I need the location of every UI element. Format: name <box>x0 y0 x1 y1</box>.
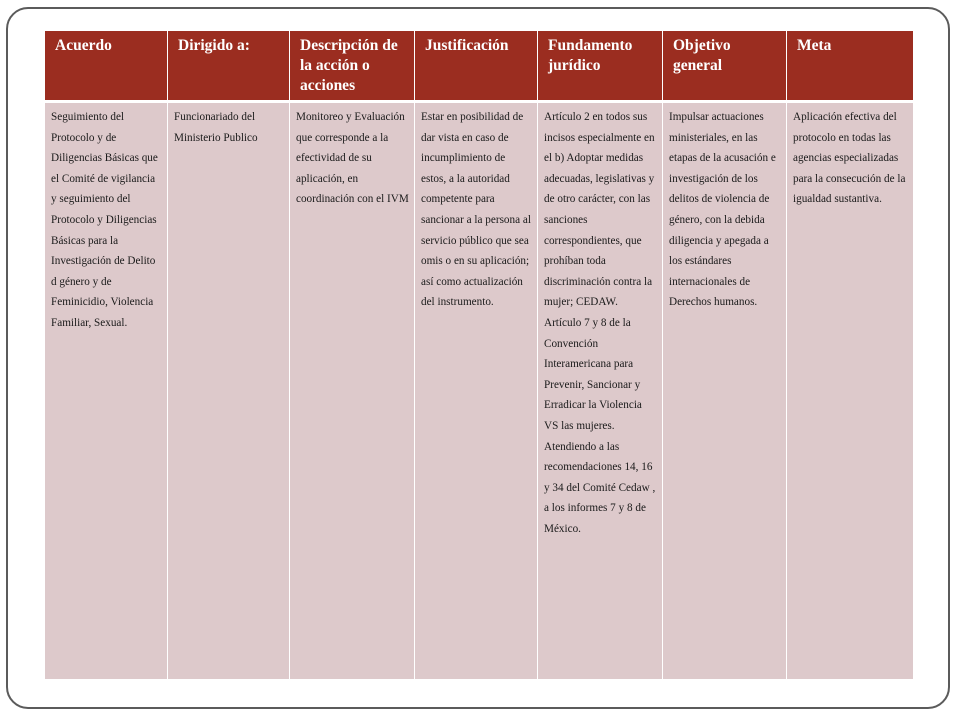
header-acuerdo: Acuerdo <box>45 31 168 102</box>
header-descripcion: Descripción de la acción o acciones <box>290 31 415 102</box>
header-dirigido: Dirigido a: <box>168 31 290 102</box>
cell-descripcion <box>290 102 415 680</box>
cell-objetivo <box>663 102 787 680</box>
cell-text: Estar en posibilidad de dar vista en caso de incumplimiento de estos, a la autoridad competente para sancionar a la persona al servicio público que sea omis o en su aplicación; así como actualización del instrumento. <box>421 111 531 309</box>
cell-text: Impulsar actuaciones ministeriales, en las etapas de la acusación e investigación de los delitos de violencia de género, con la debida diligencia y apegada a los estándares internacionales de Derechos humanos. <box>669 111 776 309</box>
cell-acuerdo <box>45 102 168 680</box>
cell-text: Funcionariado del Ministerio Publico <box>174 111 258 144</box>
cell-dirigido <box>168 102 290 680</box>
agreement-table <box>44 30 914 680</box>
cell-justificacion <box>415 102 538 680</box>
cell-text: Monitoreo y Evaluación que corresponde a la efectividad de su aplicación, en coordinación con el IVM <box>296 111 409 206</box>
header-fundamento: Fundamento jurídico <box>538 31 663 102</box>
cell-fundamento <box>538 102 663 680</box>
cell-text: Artículo 2 en todos sus incisos especialmente en el b) Adoptar medidas adecuadas, legislativas y de otro carácter, con las sanciones correspondientes, que prohíban toda discriminación contra la mujer; CEDAW. Artículo 7 y 8 de la Convención Interamericana para Prevenir, Sancionar y Erradicar la Violencia VS las mujeres. Atendiendo a las recomendaciones 14, 16 y 34 del Comité Cedaw , a los informes 7 y 8 de México. <box>544 111 656 535</box>
cell-text: Aplicación efectiva del protocolo en todas las agencias especializadas para la consecución de la igualdad sustantiva. <box>793 111 906 206</box>
header-meta: Meta <box>787 31 914 102</box>
header-row <box>45 31 914 102</box>
table-row <box>45 102 914 680</box>
cell-meta <box>787 102 914 680</box>
header-objetivo: Objetivo general <box>663 31 787 102</box>
cell-text: Seguimiento del Protocolo y de Diligencias Básicas que el Comité de vigilancia y seguimiento del Protocolo y Diligencias Básicas para la Investigación de Delito d género y de Feminicidio, Violencia Familiar, Sexual. <box>51 111 158 329</box>
table-container <box>44 30 913 680</box>
header-justificacion: Justificación <box>415 31 538 102</box>
